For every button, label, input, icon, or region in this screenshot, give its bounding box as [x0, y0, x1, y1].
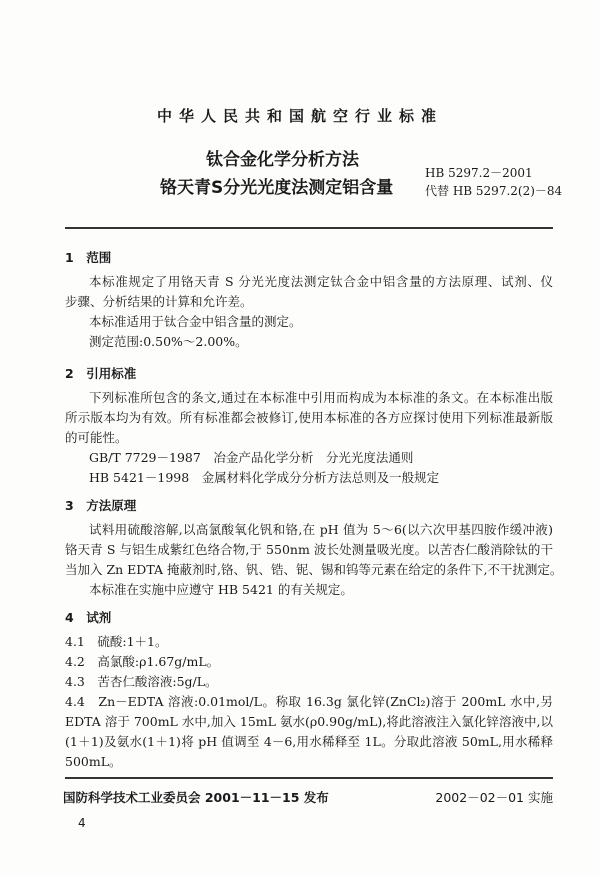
section-1-heading: 1 范围	[65, 250, 112, 265]
replaces-code: 代替 HB 5297.2(2)－84	[425, 184, 563, 198]
issued-by: 国防科学技术工业委员会 2001－11－15 发布	[63, 790, 329, 805]
paragraph-line: 本标准规定了用铬天青 S 分光光度法测定钛合金中铝含量的方法原理、试剂、仪	[89, 274, 553, 289]
paragraph-line: 500mL。	[65, 754, 122, 769]
paragraph-line: (1＋1)及氨水(1＋1)将 pH 值调至 4－6,用水稀释至 1L。分取此溶液 50mL,用水稀释	[65, 734, 553, 749]
section-4-heading: 4 试剂	[65, 610, 112, 625]
paragraph-line: 步骤、分析结果的计算和允许差。	[65, 294, 253, 309]
reference-item: HB 5421－1998 金属材料化学成分分析方法总则及一般规定	[89, 470, 440, 485]
paragraph-line: 测定范围:0.50%～2.00%。	[89, 334, 248, 349]
header-rule	[65, 227, 553, 229]
reference-item: GB/T 7729－1987 冶金产品化学分析 分光光度法通则	[89, 450, 414, 465]
paragraph-line: 铬天青 S 与铝生成紫红色络合物,于 550nm 波长处测量吸光度。以苦杏仁酸消除钛的干	[65, 542, 553, 557]
paragraph-line: 的可能性。	[65, 430, 128, 445]
section-3-heading: 3 方法原理	[65, 498, 137, 513]
reagent-item: 4.2 高氯酸:ρ1.67g/mL。	[65, 654, 220, 669]
reagent-item: 4.4 Zn－EDTA 溶液:0.01mol/L。称取 16.3g 氯化锌(ZnCl₂)溶于 200mL 水中,另	[65, 694, 553, 709]
standard-code: HB 5297.2－2001	[425, 166, 533, 180]
title-line-2: 铬天青S分光光度法测定铝含量	[160, 178, 394, 198]
footer-rule	[65, 777, 553, 779]
paragraph-line: 试料用硫酸溶解,以高氯酸氧化钒和铬,在 pH 值为 5～6(以六次甲基四胺作缓冲液)	[89, 522, 553, 537]
paragraph-line: 本标准适用于钛合金中铝含量的测定。	[89, 314, 302, 329]
paragraph-line: 当加入 Zn EDTA 掩蔽剂时,铬、钒、锆、铌、锡和钨等元素在给定的条件下,不干扰测定。	[65, 562, 563, 577]
paragraph-line: EDTA 溶于 700mL 水中,加入 15mL 氨水(ρ0.90g/mL),将此溶液注入氯化锌溶液中,以	[65, 714, 553, 729]
page-number: 4	[78, 816, 86, 830]
section-2-heading: 2 引用标准	[65, 366, 137, 381]
paragraph-line: 下列标准所包含的条文,通过在本标准中引用而构成为本标准的条文。在本标准出版	[89, 390, 553, 405]
standard-header: 中华人民共和国航空行业标准	[156, 107, 443, 125]
paragraph-line: 本标准在实施中应遵守 HB 5421 的有关规定。	[89, 582, 353, 597]
reagent-item: 4.1 硫酸:1＋1。	[65, 634, 168, 649]
paragraph-line: 所示版本均为有效。所有标准都会被修订,使用本标准的各方应探讨使用下列标准最新版	[65, 410, 553, 425]
reagent-item: 4.3 苦杏仁酸溶液:5g/L。	[65, 674, 218, 689]
title-line-1: 钛合金化学分析方法	[206, 150, 359, 170]
effective-date: 2002－02－01 实施	[435, 790, 553, 805]
